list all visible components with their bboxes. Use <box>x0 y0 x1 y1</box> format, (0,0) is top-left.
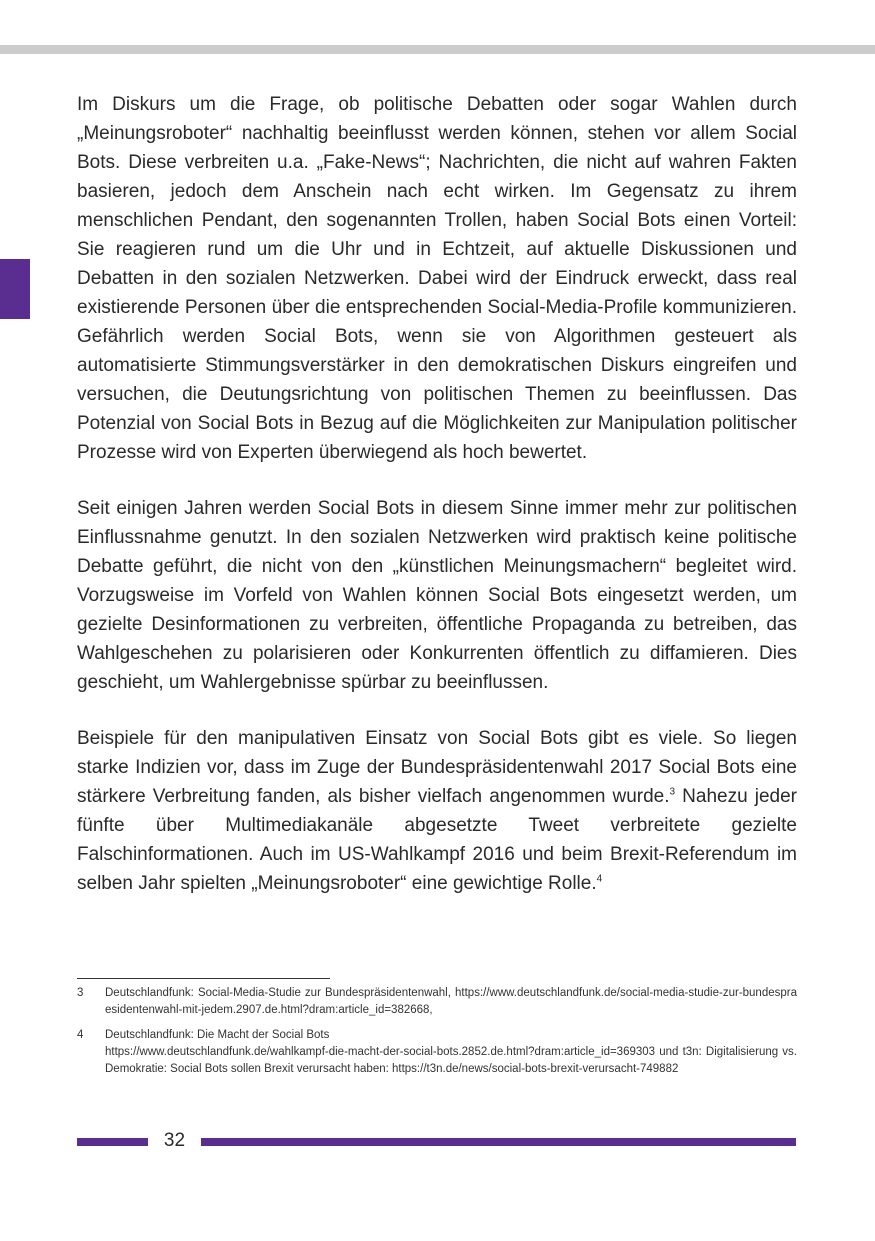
footnote-number: 4 <box>77 1029 84 1041</box>
footnote-number: 3 <box>77 987 84 999</box>
footnote-ref-4[interactable]: 4 <box>596 873 603 885</box>
paragraph-3-part-2: Nahezu jeder fünfte über Multimediakanäle abgesetzte Tweet verbreitete gezielte Falschinformationen. Auch im US-Wahlkampf 2016 und beim Brexit-Referendum im selben Jahr spielten „Meinungsroboter“ eine gewichtige Rolle. <box>77 786 797 894</box>
footnote-ref-3[interactable]: 3 <box>669 786 676 798</box>
paragraph-1: Im Diskurs um die Frage, ob politische Debatten oder sogar Wahlen durch „Meinungsroboter“ nachhaltig beeinflusst werden können, stehen vor allem Social Bots. Diese verbreiten u.a. „Fake-News“; Nachrichten, die nicht auf wahren Fakten basieren, jedoch dem Anschein nach echt wirken. Im Gegensatz zu ihrem menschlichen Pendant, den sogenannten Trollen, haben Social Bots einen Vorteil: Sie reagieren rund um die Uhr und in Echtzeit, auf aktuelle Diskussionen und Debatten in den sozialen Netzwerken. Dabei wird der Eindruck erweckt, dass real existierende Personen über die entsprechenden Social-Media-Profile kommunizieren. Gefährlich werden Social Bots, wenn sie von Algorithmen gesteuert als automatisierte Stimmungsverstärker in den demokratischen Diskurs eingreifen und versuchen, die Deutungsrichtung von politischen Themen zu beeinflussen. Das Potenzial von Social Bots in Bezug auf die Möglichkeiten zur Manipulation politischer Prozesse wird von Experten überwiegend als hoch bewertet. <box>77 94 797 463</box>
footnote-text[interactable]: https://www.deutschlandfunk.de/wahlkampf-die-macht-der-social-bots.2852.de.html?dram:article_id=369303 und t3n: Digitalisierung vs. Demokratie: Social Bots sollen Brexit verursacht haben: https://t3n.de/news/social-bots-brexit-verursacht-749882 <box>105 1046 797 1075</box>
footer-bar-left <box>77 1138 148 1146</box>
footer-bar-right <box>201 1138 796 1146</box>
main-content <box>77 90 797 925</box>
paragraph-2: Seit einigen Jahren werden Social Bots in diesem Sinne immer mehr zur politischen Einflussnahme genutzt. In den sozialen Netzwerken wird praktisch keine politische Debatte geführt, die nicht von den „künstlichen Meinungsmachern“ begleitet wird. Vorzugsweise im Vorfeld von Wahlen können Social Bots eingesetzt werden, um gezielte Desinformationen zu verbreiten, öffentliche Propaganda zu betreiben, das Wahlgeschehen zu polarisieren oder Konkurrenten öffentlich zu diffamieren. Dies geschieht, um Wahlergebnisse spürbar zu beeinflussen. <box>77 498 797 693</box>
page-number: 32 <box>163 1130 186 1151</box>
footnote-title: Deutschlandfunk: Die Macht der Social Bots <box>105 1029 330 1041</box>
footnote-divider <box>77 978 330 979</box>
paragraph-3-part-1: Beispiele für den manipulativen Einsatz von Social Bots gibt es viele. So liegen starke Indizien vor, dass im Zuge der Bundespräsidentenwahl 2017 Social Bots eine stärkere Verbreitung fanden, als bisher vielfach angenommen wurde. <box>77 728 797 807</box>
paragraph-3 <box>77 724 797 898</box>
top-rule <box>0 45 875 54</box>
side-marker <box>0 259 30 319</box>
footnote-3 <box>77 985 797 1019</box>
footnote-4 <box>77 1027 797 1078</box>
footnotes <box>77 985 797 1086</box>
footnote-text[interactable]: Deutschlandfunk: Social-Media-Studie zur Bundespräsidentenwahl, https://www.deutschlandfunk.de/social-media-studie-zur-bundespraesidentenwahl-mit-jedem.2907.de.html?dram:article_id=382668, <box>105 987 797 1016</box>
